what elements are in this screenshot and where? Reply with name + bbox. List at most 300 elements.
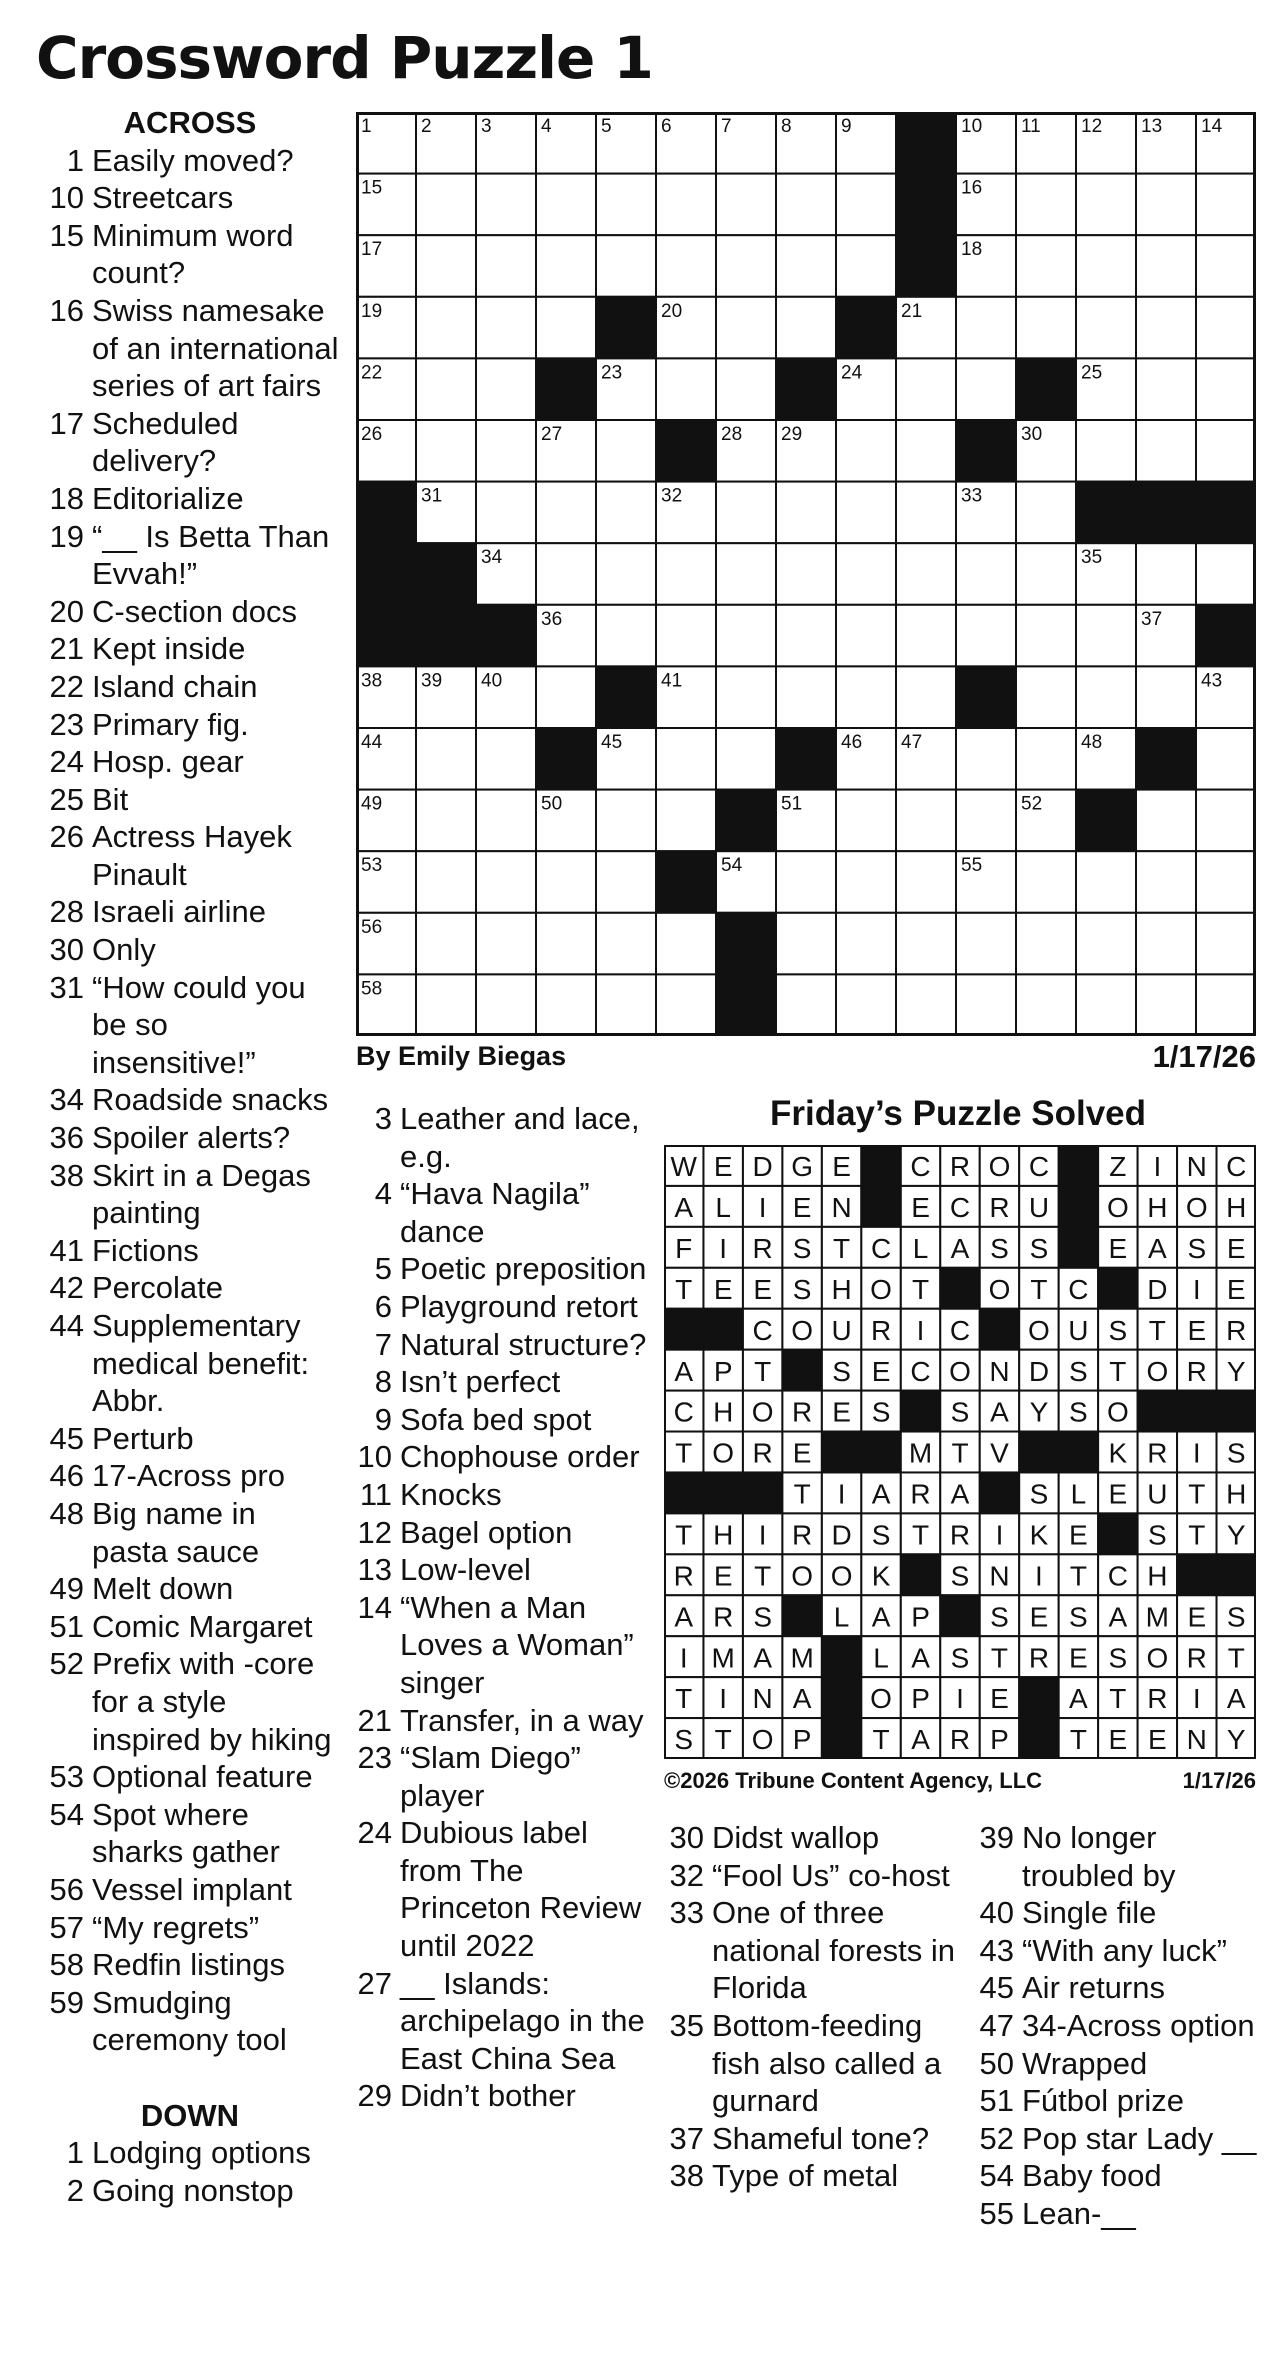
answer-cell[interactable] bbox=[416, 913, 476, 975]
answer-cell[interactable] bbox=[416, 728, 476, 790]
answer-cell[interactable] bbox=[896, 358, 956, 420]
answer-cell[interactable] bbox=[716, 235, 776, 297]
solved-black-square bbox=[1098, 1513, 1137, 1554]
cell-number: 50 bbox=[541, 793, 563, 815]
answer-cell[interactable] bbox=[716, 728, 776, 790]
solved-letter: N bbox=[831, 1192, 852, 1224]
page-title: Crossword Puzzle 1 bbox=[36, 24, 653, 92]
cell-number: 28 bbox=[721, 424, 743, 445]
answer-cell[interactable] bbox=[596, 913, 656, 975]
answer-cell[interactable] bbox=[536, 235, 596, 297]
clue-item[interactable] bbox=[348, 1551, 648, 1589]
solved-letter: R bbox=[792, 1396, 813, 1428]
solved-letter: K bbox=[1108, 1437, 1128, 1469]
clue-item[interactable] bbox=[970, 2195, 1270, 2233]
solved-letter: R bbox=[1186, 1642, 1207, 1674]
clue-item[interactable] bbox=[660, 2120, 970, 2158]
answer-cell[interactable] bbox=[836, 851, 896, 913]
answer-cell[interactable] bbox=[1136, 420, 1196, 482]
clue-item[interactable] bbox=[348, 1175, 648, 1250]
answer-cell[interactable] bbox=[776, 666, 836, 728]
answer-cell[interactable] bbox=[716, 358, 776, 420]
answer-cell[interactable] bbox=[836, 420, 896, 482]
answer-cell[interactable] bbox=[536, 913, 596, 975]
answer-cell[interactable] bbox=[776, 297, 836, 359]
cell-number: 7 bbox=[721, 116, 732, 137]
answer-cell[interactable] bbox=[836, 974, 896, 1036]
answer-cell[interactable] bbox=[776, 974, 836, 1036]
answer-cell[interactable] bbox=[476, 420, 536, 482]
clue-number: 40 bbox=[979, 1895, 1014, 1931]
clue-text: Only bbox=[92, 932, 156, 968]
black-square bbox=[536, 358, 596, 420]
clue-item[interactable] bbox=[348, 1250, 648, 1288]
answer-cell[interactable] bbox=[1136, 851, 1196, 913]
answer-cell[interactable] bbox=[836, 913, 896, 975]
down-heading: DOWN bbox=[140, 2097, 240, 2133]
solved-letter: E bbox=[1226, 1273, 1246, 1305]
clue-text: “Hava Nagila” dance bbox=[400, 1176, 590, 1249]
clue-item[interactable] bbox=[40, 1269, 340, 1307]
cell-number: 14 bbox=[1201, 116, 1223, 137]
answer-cell[interactable] bbox=[896, 482, 956, 544]
clue-item[interactable] bbox=[660, 1894, 970, 2007]
answer-cell[interactable] bbox=[836, 605, 896, 667]
answer-cell[interactable] bbox=[956, 358, 1016, 420]
answer-cell[interactable] bbox=[776, 913, 836, 975]
answer-cell[interactable] bbox=[656, 605, 716, 667]
solved-letter: S bbox=[674, 1724, 694, 1756]
answer-cell[interactable] bbox=[776, 543, 836, 605]
cell-number: 30 bbox=[1021, 424, 1043, 445]
answer-cell[interactable] bbox=[1196, 851, 1256, 913]
clue-number: 49 bbox=[49, 1571, 84, 1607]
answer-cell[interactable] bbox=[476, 913, 536, 975]
solved-letter: V bbox=[990, 1437, 1009, 1469]
answer-cell[interactable] bbox=[656, 728, 716, 790]
answer-cell[interactable] bbox=[956, 913, 1016, 975]
answer-cell[interactable] bbox=[1076, 974, 1136, 1036]
answer-cell[interactable] bbox=[1016, 728, 1076, 790]
answer-cell[interactable] bbox=[1076, 174, 1136, 236]
clue-item[interactable] bbox=[348, 1438, 648, 1476]
answer-cell[interactable] bbox=[656, 174, 716, 236]
clue-text: Leather and lace, e.g. bbox=[400, 1101, 640, 1174]
solved-black-square bbox=[901, 1554, 940, 1595]
answer-cell[interactable] bbox=[1196, 790, 1256, 852]
answer-cell[interactable] bbox=[476, 482, 536, 544]
across-clue-list bbox=[40, 104, 340, 2210]
answer-cell[interactable] bbox=[776, 851, 836, 913]
answer-cell[interactable] bbox=[476, 358, 536, 420]
clue-item[interactable] bbox=[40, 1157, 340, 1232]
solved-letter: S bbox=[990, 1232, 1009, 1264]
clue-item[interactable] bbox=[40, 706, 340, 744]
answer-cell[interactable] bbox=[1136, 297, 1196, 359]
answer-cell[interactable] bbox=[656, 358, 716, 420]
solved-letter: O bbox=[1146, 1355, 1169, 1387]
answer-cell[interactable] bbox=[476, 851, 536, 913]
answer-cell[interactable] bbox=[896, 420, 956, 482]
answer-cell[interactable] bbox=[1016, 974, 1076, 1036]
answer-cell[interactable] bbox=[1196, 420, 1256, 482]
answer-cell[interactable] bbox=[896, 790, 956, 852]
clue-text: Easily moved? bbox=[92, 142, 294, 178]
answer-cell[interactable] bbox=[1076, 605, 1136, 667]
answer-cell[interactable] bbox=[956, 728, 1016, 790]
clue-number: 50 bbox=[979, 2045, 1014, 2081]
solved-letter: Y bbox=[1226, 1355, 1246, 1387]
crossword-grid[interactable] bbox=[356, 112, 1256, 1036]
clue-item[interactable] bbox=[40, 1457, 340, 1495]
answer-cell[interactable] bbox=[1076, 235, 1136, 297]
answer-cell[interactable] bbox=[1196, 913, 1256, 975]
clue-item[interactable] bbox=[40, 518, 340, 593]
answer-cell[interactable] bbox=[956, 605, 1016, 667]
cell-number: 31 bbox=[421, 485, 443, 507]
answer-cell[interactable] bbox=[716, 543, 776, 605]
answer-cell[interactable] bbox=[836, 666, 896, 728]
answer-cell[interactable] bbox=[956, 974, 1016, 1036]
answer-cell[interactable] bbox=[596, 235, 656, 297]
answer-cell[interactable] bbox=[1136, 235, 1196, 297]
answer-cell[interactable] bbox=[1076, 913, 1136, 975]
clue-item[interactable] bbox=[40, 1307, 340, 1420]
answer-cell[interactable] bbox=[1016, 543, 1076, 605]
answer-cell[interactable] bbox=[656, 543, 716, 605]
solved-letter: H bbox=[1226, 1478, 1247, 1510]
solved-letter: H bbox=[713, 1519, 734, 1551]
solved-letter: T bbox=[1069, 1560, 1087, 1592]
cell-number: 33 bbox=[961, 485, 983, 507]
answer-cell[interactable] bbox=[1016, 235, 1076, 297]
black-square bbox=[656, 420, 716, 482]
clue-item[interactable] bbox=[348, 1965, 648, 2078]
answer-cell[interactable] bbox=[1196, 174, 1256, 236]
clue-item[interactable] bbox=[348, 1739, 648, 1814]
crossword-grid-svg[interactable] bbox=[356, 112, 1256, 1036]
answer-cell[interactable] bbox=[416, 174, 476, 236]
solved-black-square bbox=[1177, 1554, 1216, 1595]
answer-cell[interactable] bbox=[596, 974, 656, 1036]
answer-cell[interactable] bbox=[1136, 913, 1196, 975]
clue-item[interactable] bbox=[40, 1946, 340, 1984]
answer-cell[interactable] bbox=[416, 297, 476, 359]
clue-item[interactable] bbox=[40, 818, 340, 893]
answer-cell[interactable] bbox=[596, 174, 656, 236]
clue-item[interactable] bbox=[40, 480, 340, 518]
answer-cell[interactable] bbox=[1016, 605, 1076, 667]
answer-cell[interactable] bbox=[656, 235, 716, 297]
answer-cell[interactable] bbox=[1016, 851, 1076, 913]
clue-item[interactable] bbox=[40, 142, 340, 180]
solved-letter: R bbox=[1147, 1437, 1168, 1469]
clue-item[interactable] bbox=[348, 1363, 648, 1401]
cell-number: 5 bbox=[601, 116, 612, 137]
solved-letter: S bbox=[950, 1560, 970, 1592]
answer-cell[interactable] bbox=[1016, 666, 1076, 728]
answer-cell[interactable] bbox=[476, 235, 536, 297]
clue-text: Minimum word count? bbox=[92, 217, 294, 291]
solved-letter: I bbox=[837, 1478, 846, 1510]
solved-letter: S bbox=[1069, 1355, 1088, 1387]
answer-cell[interactable] bbox=[1076, 420, 1136, 482]
clue-text: Natural structure? bbox=[400, 1326, 647, 1362]
solved-black-square bbox=[980, 1309, 1019, 1350]
answer-cell[interactable] bbox=[596, 543, 656, 605]
answer-cell[interactable] bbox=[536, 851, 596, 913]
clue-item[interactable] bbox=[348, 1814, 648, 1964]
clue-item[interactable] bbox=[40, 1420, 340, 1458]
answer-cell[interactable] bbox=[596, 851, 656, 913]
solved-letter: A bbox=[911, 1724, 930, 1756]
solved-letter: N bbox=[752, 1683, 773, 1715]
clue-item[interactable] bbox=[970, 2120, 1270, 2158]
clue-item[interactable] bbox=[970, 1819, 1270, 1894]
clue-item[interactable] bbox=[660, 1819, 970, 1857]
clue-item[interactable] bbox=[348, 1288, 648, 1326]
clue-item[interactable] bbox=[40, 931, 340, 969]
answer-cell[interactable] bbox=[956, 297, 1016, 359]
answer-cell[interactable] bbox=[1076, 297, 1136, 359]
answer-cell[interactable] bbox=[836, 482, 896, 544]
clue-number: 1 bbox=[66, 2135, 84, 2171]
answer-cell[interactable] bbox=[896, 543, 956, 605]
clue-item[interactable] bbox=[970, 2045, 1270, 2083]
clue-item[interactable] bbox=[40, 1758, 340, 1796]
cell-number: 37 bbox=[1141, 608, 1163, 630]
answer-cell[interactable] bbox=[596, 482, 656, 544]
answer-cell[interactable] bbox=[956, 543, 1016, 605]
answer-cell[interactable] bbox=[716, 605, 776, 667]
solved-black-square bbox=[1098, 1268, 1137, 1309]
answer-cell[interactable] bbox=[1136, 666, 1196, 728]
answer-cell[interactable] bbox=[1016, 174, 1076, 236]
clue-item[interactable] bbox=[40, 1495, 340, 1570]
cell-number: 53 bbox=[361, 855, 383, 877]
solved-letter: S bbox=[1226, 1601, 1246, 1633]
solved-letter: S bbox=[950, 1642, 970, 1674]
answer-cell[interactable] bbox=[896, 913, 956, 975]
answer-cell[interactable] bbox=[896, 666, 956, 728]
clue-text: Bit bbox=[92, 781, 129, 817]
clue-item[interactable] bbox=[40, 1909, 340, 1947]
clue-item[interactable] bbox=[40, 593, 340, 631]
clue-item[interactable] bbox=[40, 630, 340, 668]
clue-item[interactable] bbox=[660, 2157, 970, 2195]
clue-item[interactable] bbox=[40, 1081, 340, 1119]
clue-text: Knocks bbox=[400, 1476, 502, 1512]
clue-item[interactable] bbox=[40, 1608, 340, 1646]
solved-letter: E bbox=[713, 1560, 733, 1592]
clue-text: Melt down bbox=[92, 1571, 234, 1607]
clue-item[interactable] bbox=[40, 969, 340, 1082]
answer-cell[interactable] bbox=[956, 790, 1016, 852]
solved-letter: K bbox=[1029, 1519, 1049, 1551]
solved-grid bbox=[664, 1145, 1256, 1759]
answer-cell[interactable] bbox=[416, 420, 476, 482]
clue-item[interactable] bbox=[40, 1232, 340, 1270]
answer-cell[interactable] bbox=[836, 543, 896, 605]
down-clues-part-2 bbox=[348, 1100, 648, 2115]
answer-cell[interactable] bbox=[476, 790, 536, 852]
answer-cell[interactable] bbox=[896, 974, 956, 1036]
answer-cell[interactable] bbox=[1196, 974, 1256, 1036]
clue-item[interactable] bbox=[348, 1702, 648, 1740]
clue-item[interactable] bbox=[40, 743, 340, 781]
answer-cell[interactable] bbox=[536, 174, 596, 236]
clue-text: Dubious label from The Princeton Review until 2022 bbox=[400, 1815, 642, 1964]
solved-letter: O bbox=[870, 1683, 892, 1715]
answer-cell[interactable] bbox=[1196, 297, 1256, 359]
clue-number: 3 bbox=[374, 1101, 392, 1136]
clue-item[interactable] bbox=[348, 1589, 648, 1702]
clue-number: 38 bbox=[669, 2158, 704, 2194]
answer-cell[interactable] bbox=[1076, 666, 1136, 728]
clue-item[interactable] bbox=[970, 2007, 1270, 2045]
answer-cell[interactable] bbox=[1016, 913, 1076, 975]
clue-item[interactable] bbox=[40, 1645, 340, 1758]
answer-cell[interactable] bbox=[476, 974, 536, 1036]
answer-cell[interactable] bbox=[536, 543, 596, 605]
clue-number: 6 bbox=[374, 1288, 392, 1324]
answer-cell[interactable] bbox=[1196, 358, 1256, 420]
answer-cell[interactable] bbox=[836, 235, 896, 297]
answer-cell[interactable] bbox=[776, 235, 836, 297]
solved-black-square bbox=[822, 1636, 861, 1677]
cell-number: 54 bbox=[721, 855, 743, 877]
solved-letter: A bbox=[950, 1232, 970, 1264]
answer-cell[interactable] bbox=[416, 851, 476, 913]
answer-cell[interactable] bbox=[536, 482, 596, 544]
clue-item[interactable] bbox=[970, 2157, 1270, 2195]
cell-number: 4 bbox=[541, 116, 552, 137]
clue-item[interactable] bbox=[348, 1100, 648, 1175]
solved-letter: H bbox=[1226, 1192, 1247, 1224]
answer-cell[interactable] bbox=[836, 174, 896, 236]
clue-item[interactable] bbox=[40, 893, 340, 931]
clue-item[interactable] bbox=[40, 179, 340, 217]
answer-cell[interactable] bbox=[1196, 728, 1256, 790]
cell-number: 44 bbox=[361, 732, 383, 753]
solved-letter: S bbox=[792, 1273, 812, 1305]
black-square bbox=[716, 790, 776, 852]
answer-cell[interactable] bbox=[656, 913, 716, 975]
solved-letter: R bbox=[1147, 1683, 1168, 1715]
clue-item[interactable] bbox=[970, 1969, 1270, 2007]
clue-item[interactable] bbox=[40, 1796, 340, 1871]
answer-cell[interactable] bbox=[416, 974, 476, 1036]
answer-cell[interactable] bbox=[1196, 235, 1256, 297]
answer-cell[interactable] bbox=[1136, 543, 1196, 605]
black-square bbox=[1016, 358, 1076, 420]
clue-item[interactable] bbox=[348, 1326, 648, 1364]
answer-cell[interactable] bbox=[776, 482, 836, 544]
clue-item[interactable] bbox=[40, 1119, 340, 1157]
answer-cell[interactable] bbox=[776, 605, 836, 667]
clue-item[interactable] bbox=[660, 1857, 970, 1895]
answer-cell[interactable] bbox=[1016, 482, 1076, 544]
answer-cell[interactable] bbox=[896, 851, 956, 913]
solved-letter: E bbox=[792, 1192, 812, 1224]
clue-item[interactable] bbox=[40, 1984, 340, 2059]
answer-cell[interactable] bbox=[776, 174, 836, 236]
solved-letter: E bbox=[1226, 1232, 1246, 1264]
answer-cell[interactable] bbox=[416, 358, 476, 420]
answer-cell[interactable] bbox=[416, 790, 476, 852]
answer-cell[interactable] bbox=[1016, 297, 1076, 359]
answer-cell[interactable] bbox=[716, 666, 776, 728]
answer-cell[interactable] bbox=[1136, 358, 1196, 420]
answer-cell[interactable] bbox=[536, 666, 596, 728]
answer-cell[interactable] bbox=[716, 482, 776, 544]
solved-letter: T bbox=[872, 1724, 890, 1756]
answer-cell[interactable] bbox=[656, 790, 716, 852]
solved-black-square bbox=[861, 1145, 900, 1186]
solved-letter: A bbox=[753, 1642, 773, 1674]
answer-cell[interactable] bbox=[476, 174, 536, 236]
solved-letter: S bbox=[1226, 1437, 1246, 1469]
clue-item[interactable] bbox=[40, 405, 340, 480]
clue-item[interactable] bbox=[40, 781, 340, 819]
clue-text: “Fool Us” co-host bbox=[712, 1857, 950, 1893]
clue-item[interactable] bbox=[970, 2082, 1270, 2120]
answer-cell[interactable] bbox=[716, 174, 776, 236]
clue-item[interactable] bbox=[40, 2134, 340, 2172]
clue-item[interactable] bbox=[348, 1476, 648, 1514]
answer-cell[interactable] bbox=[1076, 851, 1136, 913]
solved-black-square bbox=[743, 1472, 782, 1513]
answer-cell[interactable] bbox=[596, 420, 656, 482]
answer-cell[interactable] bbox=[416, 235, 476, 297]
black-square bbox=[1196, 605, 1256, 667]
solved-letter: E bbox=[871, 1355, 891, 1387]
clue-item[interactable] bbox=[348, 2077, 648, 2115]
clue-item[interactable] bbox=[348, 1514, 648, 1552]
clue-item[interactable] bbox=[40, 217, 340, 292]
cell-number: 3 bbox=[481, 116, 492, 137]
cell-number: 12 bbox=[1081, 116, 1103, 137]
clue-item[interactable] bbox=[40, 1570, 340, 1608]
answer-cell[interactable] bbox=[476, 297, 536, 359]
answer-cell[interactable] bbox=[656, 974, 716, 1036]
clue-item[interactable] bbox=[970, 1894, 1270, 1932]
clue-item[interactable] bbox=[40, 668, 340, 706]
answer-cell[interactable] bbox=[1136, 174, 1196, 236]
clue-item[interactable] bbox=[660, 2007, 970, 2120]
clue-item[interactable] bbox=[40, 1871, 340, 1909]
answer-cell[interactable] bbox=[836, 790, 896, 852]
answer-cell[interactable] bbox=[896, 605, 956, 667]
answer-cell[interactable] bbox=[1136, 790, 1196, 852]
answer-cell[interactable] bbox=[596, 605, 656, 667]
answer-cell[interactable] bbox=[536, 974, 596, 1036]
solved-letter: C bbox=[949, 1314, 971, 1346]
answer-cell[interactable] bbox=[1136, 974, 1196, 1036]
answer-cell[interactable] bbox=[596, 790, 656, 852]
answer-cell[interactable] bbox=[716, 297, 776, 359]
solved-letter: T bbox=[1030, 1273, 1048, 1305]
answer-cell[interactable] bbox=[1196, 543, 1256, 605]
solved-grid-svg bbox=[664, 1145, 1256, 1759]
clue-item[interactable] bbox=[40, 2172, 340, 2210]
clue-text: Spot where sharks gather bbox=[92, 1796, 280, 1870]
answer-cell[interactable] bbox=[536, 297, 596, 359]
answer-cell[interactable] bbox=[476, 728, 536, 790]
clue-item[interactable] bbox=[348, 1401, 648, 1439]
clue-item[interactable] bbox=[970, 1932, 1270, 1970]
clue-item[interactable] bbox=[40, 292, 340, 405]
